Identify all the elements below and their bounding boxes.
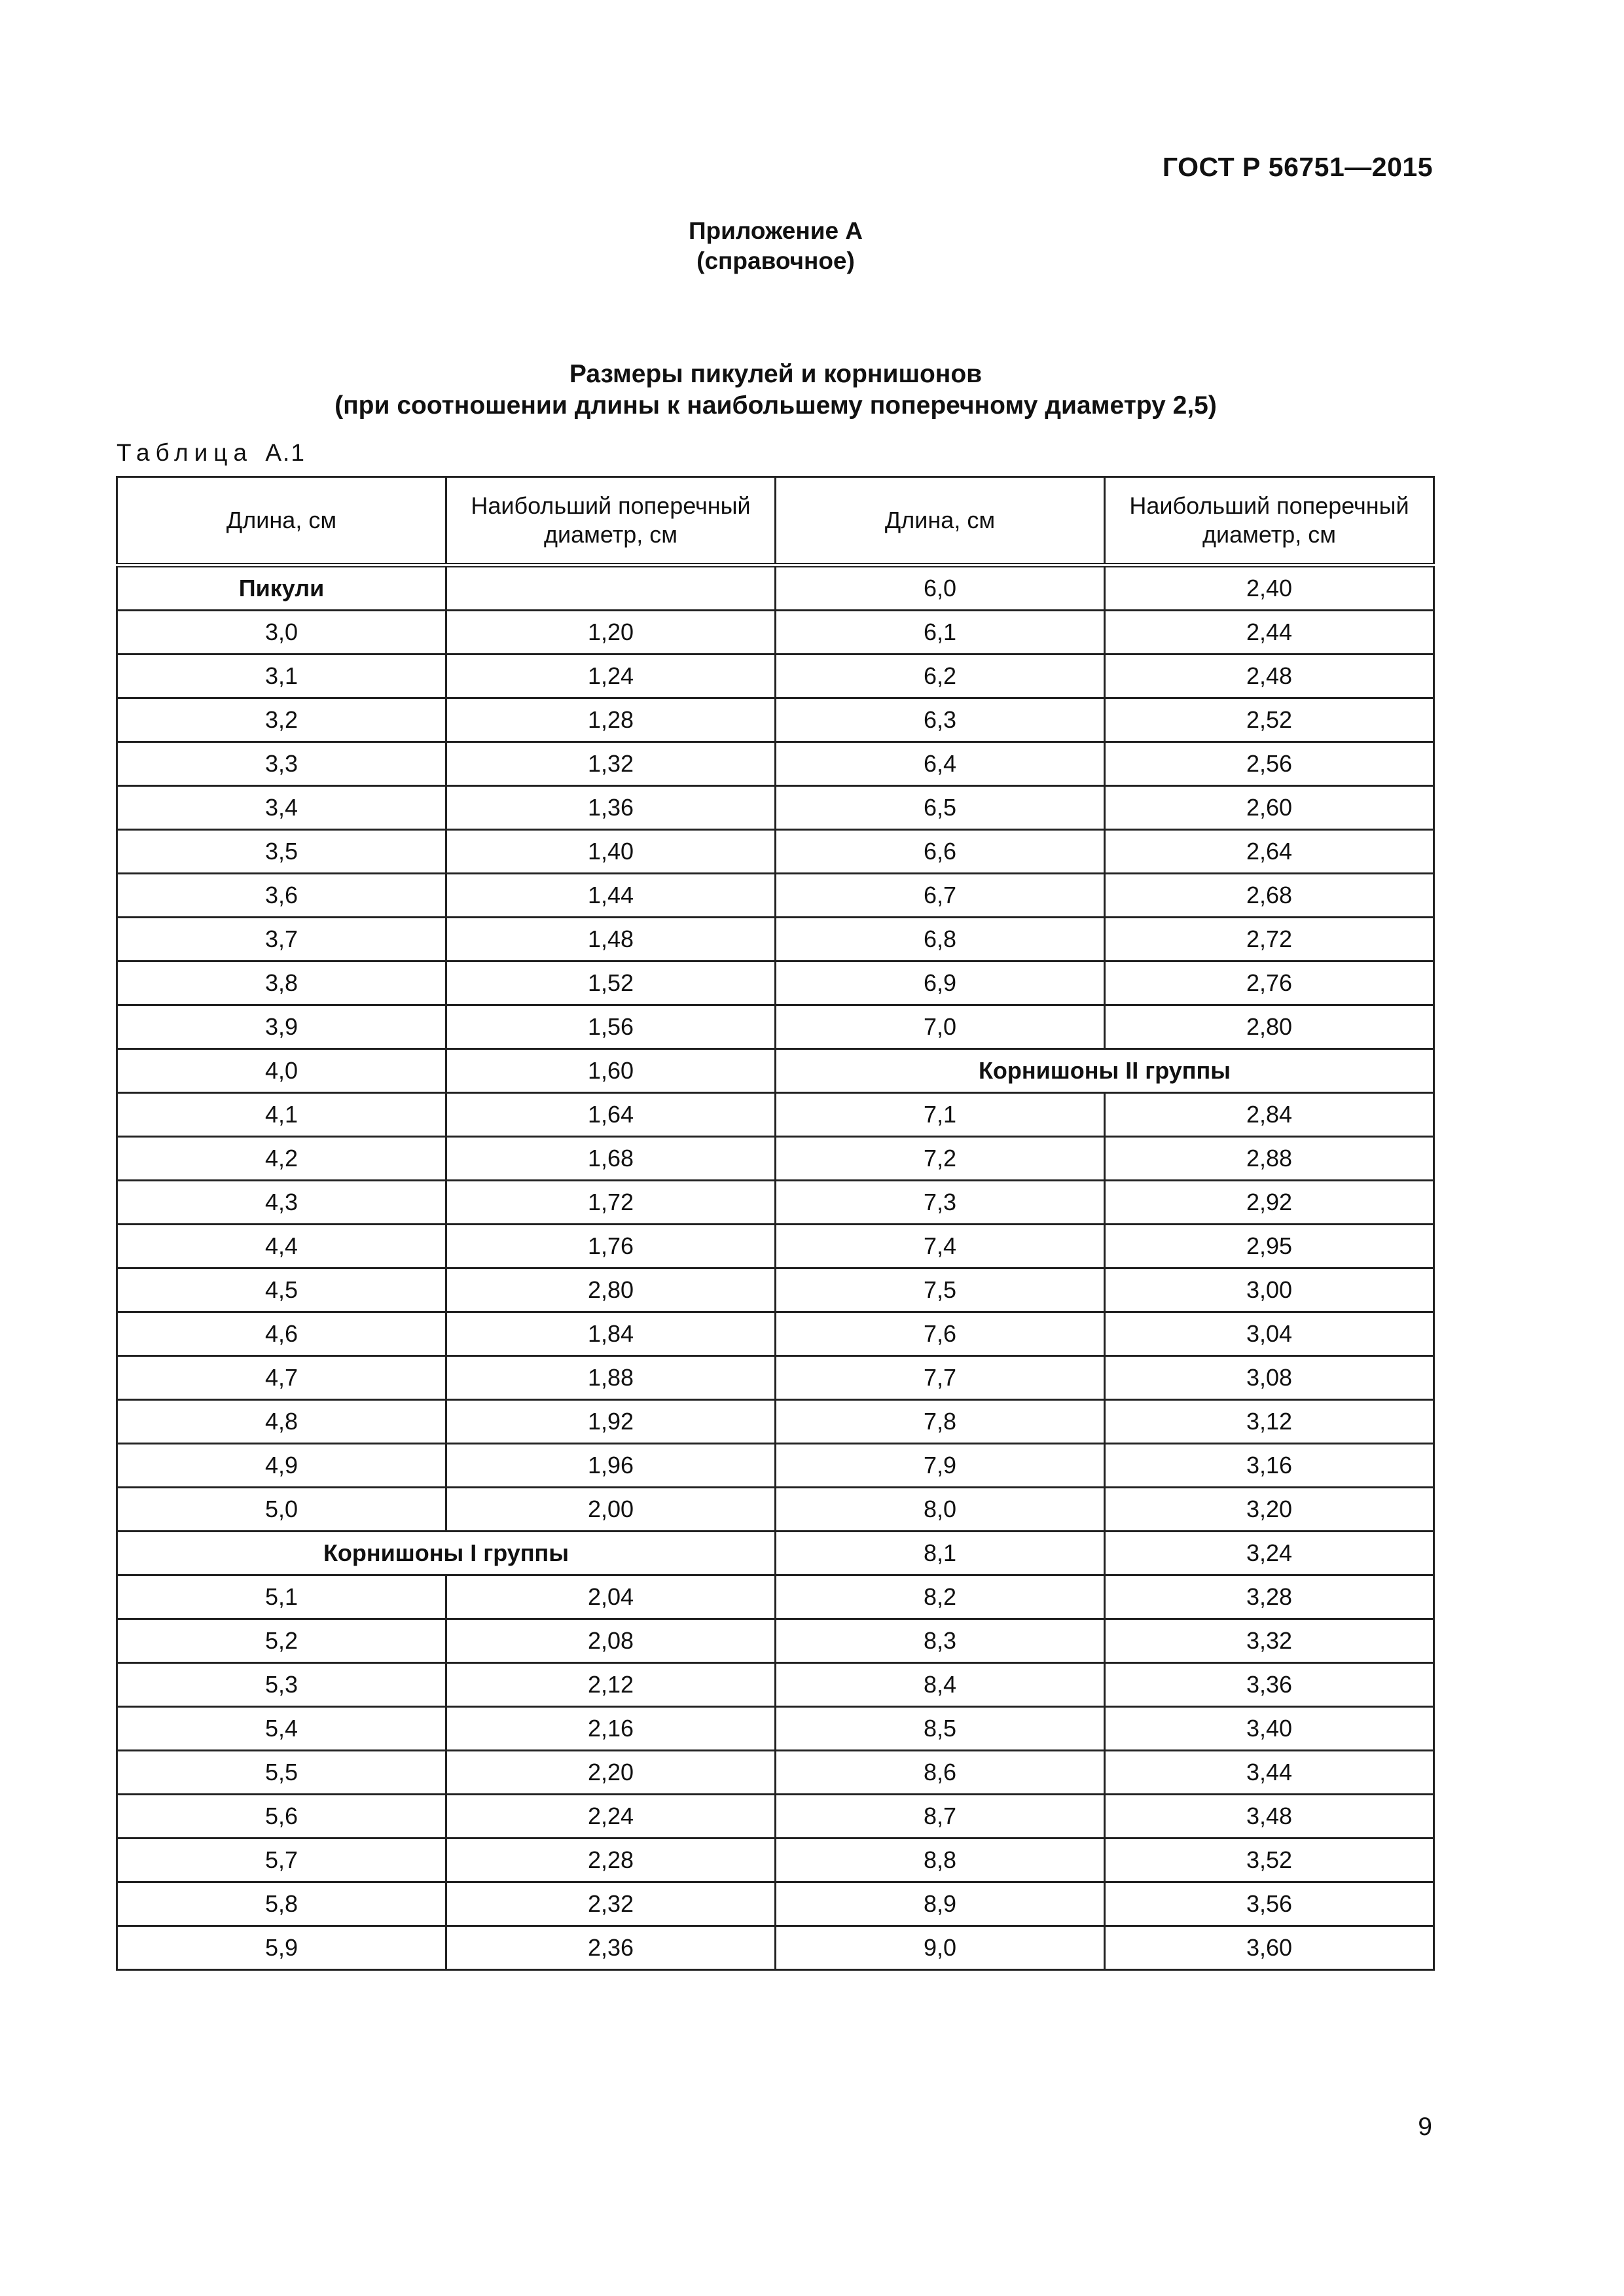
table-cell: 6,1 (776, 611, 1105, 655)
table-cell: 3,28 (1105, 1575, 1434, 1619)
table-row (117, 1312, 1434, 1356)
appendix-title: Приложение А (688, 217, 863, 244)
table-cell: 3,20 (1105, 1488, 1434, 1532)
table-cell: 4,2 (117, 1137, 446, 1181)
table-cell: 3,2 (117, 698, 446, 742)
appendix-type: (справочное) (696, 247, 855, 274)
header-diameter-1: Наибольший поперечный диаметр, см (446, 477, 776, 565)
table-cell: 1,44 (446, 874, 776, 918)
table-cell: 5,8 (117, 1882, 446, 1926)
table-label-number: А.1 (265, 439, 306, 466)
table-row (117, 1400, 1434, 1444)
table-cell (446, 565, 776, 611)
table-row (117, 1488, 1434, 1532)
table-cell: 3,16 (1105, 1444, 1434, 1488)
table-cell: 2,56 (1105, 742, 1434, 786)
table-cell: 1,60 (446, 1049, 776, 1093)
table-cell: 1,76 (446, 1225, 776, 1268)
table-cell: 8,9 (776, 1882, 1105, 1926)
table-cell: 2,76 (1105, 961, 1434, 1005)
table-cell: 2,80 (446, 1268, 776, 1312)
header-length-2: Длина, см (776, 477, 1105, 565)
table-cell: 4,4 (117, 1225, 446, 1268)
table-cell: 3,48 (1105, 1795, 1434, 1839)
table-cell: 6,4 (776, 742, 1105, 786)
table-title-line1: Размеры пикулей и корнишонов (569, 360, 983, 388)
table-cell: 2,52 (1105, 698, 1434, 742)
table-cell: 7,0 (776, 1005, 1105, 1049)
table-cell: 2,92 (1105, 1181, 1434, 1225)
table-row (117, 961, 1434, 1005)
table-cell: 3,12 (1105, 1400, 1434, 1444)
table-cell: 2,28 (446, 1839, 776, 1882)
table-cell: 4,9 (117, 1444, 446, 1488)
table-row (117, 611, 1434, 655)
table-cell: 1,68 (446, 1137, 776, 1181)
table-row (117, 1005, 1434, 1049)
table-cell: 3,7 (117, 918, 446, 961)
table-cell: 6,0 (776, 565, 1105, 611)
table-cell: 4,1 (117, 1093, 446, 1137)
table-cell: 8,8 (776, 1839, 1105, 1882)
table-cell: 5,0 (117, 1488, 446, 1532)
table-label-word: Таблица (117, 439, 253, 466)
table-cell: 2,95 (1105, 1225, 1434, 1268)
table-cell: 2,72 (1105, 918, 1434, 961)
table-cell: 2,88 (1105, 1137, 1434, 1181)
table-cell: 1,72 (446, 1181, 776, 1225)
table-cell: 6,7 (776, 874, 1105, 918)
table-cell: 1,48 (446, 918, 776, 961)
table-cell: 3,8 (117, 961, 446, 1005)
table-row (117, 874, 1434, 918)
table-cell: 4,0 (117, 1049, 446, 1093)
appendix-heading (0, 216, 1551, 276)
table-cell: 2,40 (1105, 565, 1434, 611)
table-cell: 1,28 (446, 698, 776, 742)
table-cell: 1,20 (446, 611, 776, 655)
table-cell: 2,24 (446, 1795, 776, 1839)
table-cell: 3,44 (1105, 1751, 1434, 1795)
table-cell: 1,52 (446, 961, 776, 1005)
table-cell: 3,1 (117, 655, 446, 698)
table-row (117, 1225, 1434, 1268)
table-cell: 2,36 (446, 1926, 776, 1970)
table-cell: 5,3 (117, 1663, 446, 1707)
table-cell: 2,20 (446, 1751, 776, 1795)
table-cell: 5,6 (117, 1795, 446, 1839)
table-row (117, 742, 1434, 786)
table-cell: 8,7 (776, 1795, 1105, 1839)
group-heading-cell: Корнишоны I группы (117, 1532, 776, 1575)
table-cell: 9,0 (776, 1926, 1105, 1970)
table-cell: 7,5 (776, 1268, 1105, 1312)
table-cell: 6,5 (776, 786, 1105, 830)
table-row (117, 1575, 1434, 1619)
table-cell: 4,8 (117, 1400, 446, 1444)
page-number: 9 (1418, 2113, 1432, 2141)
table-cell: 5,5 (117, 1751, 446, 1795)
table-row (117, 1532, 1434, 1575)
table-cell: 5,1 (117, 1575, 446, 1619)
group-heading-cell: Пикули (117, 565, 446, 611)
table-cell: 6,3 (776, 698, 1105, 742)
table-cell: 7,1 (776, 1093, 1105, 1137)
table-label (117, 439, 306, 467)
table-cell: 1,92 (446, 1400, 776, 1444)
table-cell: 2,32 (446, 1882, 776, 1926)
table-cell: 2,04 (446, 1575, 776, 1619)
table-cell: 3,5 (117, 830, 446, 874)
table-cell: 2,80 (1105, 1005, 1434, 1049)
table-cell: 2,44 (1105, 611, 1434, 655)
table-cell: 6,2 (776, 655, 1105, 698)
table-cell: 1,40 (446, 830, 776, 874)
table-cell: 5,2 (117, 1619, 446, 1663)
header-length-1: Длина, см (117, 477, 446, 565)
table-cell: 8,1 (776, 1532, 1105, 1575)
table-cell: 3,36 (1105, 1663, 1434, 1707)
table-row (117, 918, 1434, 961)
table-cell: 1,88 (446, 1356, 776, 1400)
table-row (117, 1137, 1434, 1181)
table-cell: 2,16 (446, 1707, 776, 1751)
table-cell: 3,52 (1105, 1839, 1434, 1882)
table-cell: 4,5 (117, 1268, 446, 1312)
table-title (0, 359, 1551, 422)
table-cell: 1,96 (446, 1444, 776, 1488)
table-row (117, 1181, 1434, 1225)
table-row (117, 1619, 1434, 1663)
table-cell: 7,8 (776, 1400, 1105, 1444)
table-cell: 3,24 (1105, 1532, 1434, 1575)
table-cell: 5,7 (117, 1839, 446, 1882)
table-row (117, 1049, 1434, 1093)
table-cell: 8,2 (776, 1575, 1105, 1619)
table-cell: 5,9 (117, 1926, 446, 1970)
document-code: ГОСТ Р 56751—2015 (1162, 152, 1433, 182)
table-cell: 6,8 (776, 918, 1105, 961)
header-diameter-2: Наибольший поперечный диаметр, см (1105, 477, 1434, 565)
table-cell: 7,7 (776, 1356, 1105, 1400)
table-cell: 1,84 (446, 1312, 776, 1356)
table-row (117, 1751, 1434, 1795)
table-cell: 1,24 (446, 655, 776, 698)
table-row (117, 1663, 1434, 1707)
table-row (117, 655, 1434, 698)
table-cell: 3,0 (117, 611, 446, 655)
table-body (117, 565, 1434, 1970)
table-row (117, 1795, 1434, 1839)
table-cell: 2,08 (446, 1619, 776, 1663)
table-cell: 1,36 (446, 786, 776, 830)
table-cell: 4,3 (117, 1181, 446, 1225)
table-cell: 1,32 (446, 742, 776, 786)
table-cell: 3,04 (1105, 1312, 1434, 1356)
table-cell: 3,3 (117, 742, 446, 786)
table-row (117, 1839, 1434, 1882)
table-row (117, 1093, 1434, 1137)
table-cell: 8,0 (776, 1488, 1105, 1532)
table-row (117, 1444, 1434, 1488)
table-cell: 2,60 (1105, 786, 1434, 830)
table-cell: 7,4 (776, 1225, 1105, 1268)
table-cell: 3,6 (117, 874, 446, 918)
table-cell: 5,4 (117, 1707, 446, 1751)
table-cell: 8,4 (776, 1663, 1105, 1707)
table-cell: 6,9 (776, 961, 1105, 1005)
dimensions-table (116, 476, 1435, 1971)
table-cell: 8,5 (776, 1707, 1105, 1751)
table-row (117, 1926, 1434, 1970)
table-row (117, 1707, 1434, 1751)
table-cell: 7,2 (776, 1137, 1105, 1181)
table-row (117, 786, 1434, 830)
table-row (117, 1356, 1434, 1400)
table-cell: 3,32 (1105, 1619, 1434, 1663)
table-cell: 3,60 (1105, 1926, 1434, 1970)
table-cell: 8,6 (776, 1751, 1105, 1795)
table-cell: 3,56 (1105, 1882, 1434, 1926)
table-cell: 3,9 (117, 1005, 446, 1049)
table-cell: 2,64 (1105, 830, 1434, 874)
table-row (117, 698, 1434, 742)
table-cell: 2,68 (1105, 874, 1434, 918)
table-title-line2: (при соотношении длины к наибольшему поперечному диаметру 2,5) (334, 391, 1217, 420)
table-cell: 6,6 (776, 830, 1105, 874)
table-cell: 8,3 (776, 1619, 1105, 1663)
table-cell: 7,3 (776, 1181, 1105, 1225)
table-row (117, 1268, 1434, 1312)
table-cell: 3,40 (1105, 1707, 1434, 1751)
table-cell: 4,7 (117, 1356, 446, 1400)
table-cell: 2,00 (446, 1488, 776, 1532)
table-cell: 1,64 (446, 1093, 776, 1137)
table-cell: 3,4 (117, 786, 446, 830)
table-cell: 3,00 (1105, 1268, 1434, 1312)
table-cell: 3,08 (1105, 1356, 1434, 1400)
table-cell: 2,48 (1105, 655, 1434, 698)
table-cell: 1,56 (446, 1005, 776, 1049)
table-row (117, 1882, 1434, 1926)
table-cell: 4,6 (117, 1312, 446, 1356)
table-cell: 7,9 (776, 1444, 1105, 1488)
table-cell: 2,12 (446, 1663, 776, 1707)
table-cell: 2,84 (1105, 1093, 1434, 1137)
table-row (117, 830, 1434, 874)
table-cell: 7,6 (776, 1312, 1105, 1356)
table-header-row (117, 477, 1434, 565)
group-heading-cell: Корнишоны II группы (776, 1049, 1434, 1093)
table-row (117, 565, 1434, 611)
